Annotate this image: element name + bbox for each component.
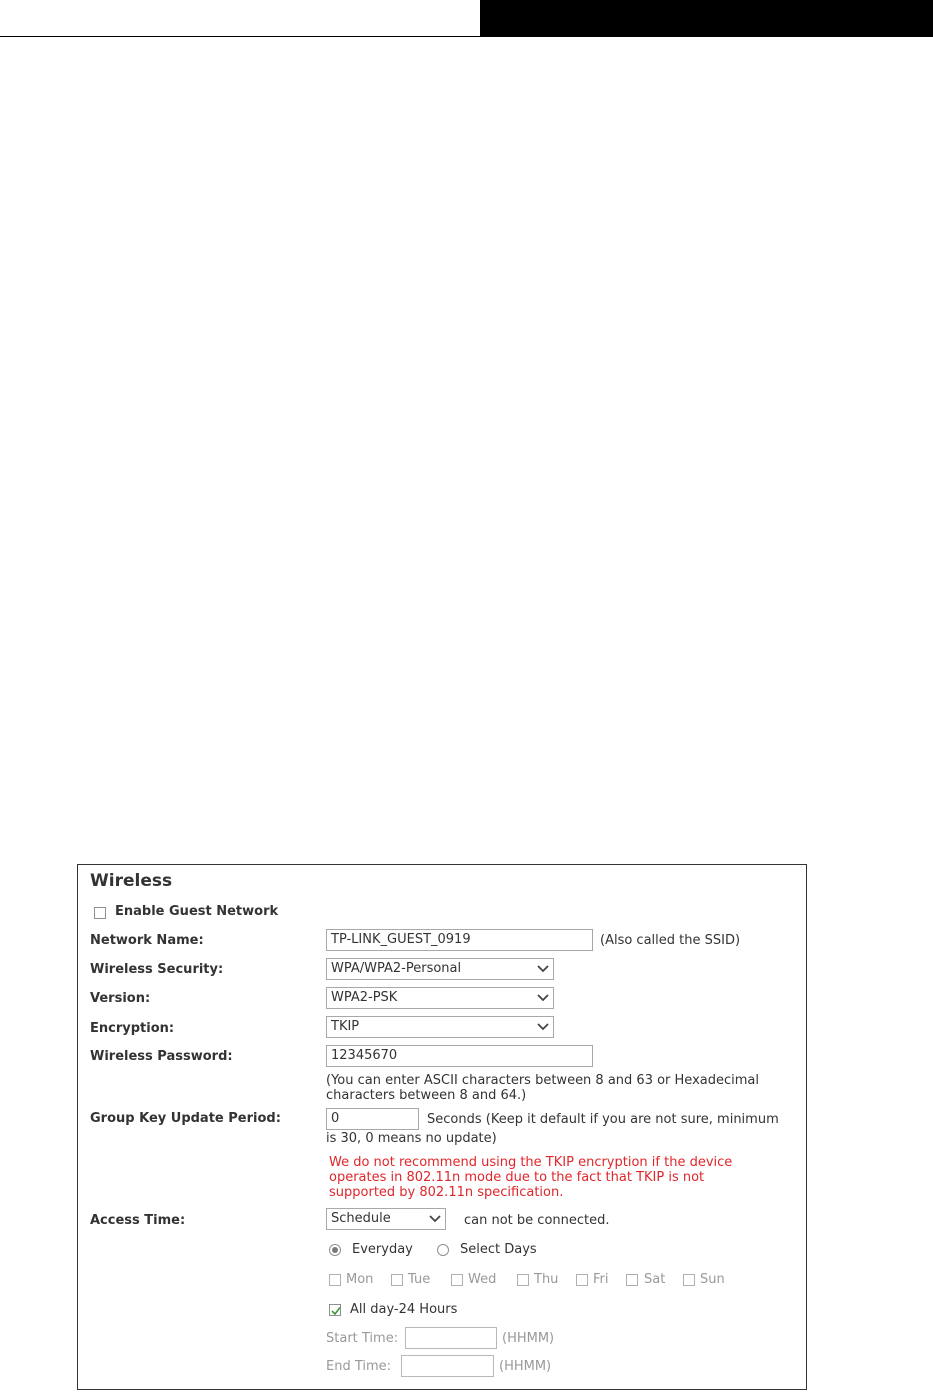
encryption-label: Encryption:	[90, 1021, 175, 1036]
end-time-label: End Time:	[326, 1359, 392, 1374]
wireless-guest-panel	[77, 864, 807, 1390]
encryption-select[interactable]	[326, 1016, 554, 1038]
enable-guest-network-label: Enable Guest Network	[115, 904, 279, 919]
chevron-down-icon	[533, 959, 553, 979]
access-time-note: can not be connected.	[464, 1213, 610, 1228]
day-label-mon: Mon	[346, 1272, 374, 1287]
wireless-security-value: WPA/WPA2-Personal	[331, 961, 462, 976]
wireless-security-label: Wireless Security:	[90, 962, 224, 977]
day-label-tue: Tue	[408, 1272, 431, 1287]
day-checkbox-mon[interactable]	[329, 1274, 341, 1286]
group-key-input[interactable]: 0	[326, 1108, 419, 1130]
day-checkbox-sun[interactable]	[683, 1274, 695, 1286]
start-time-unit: (HHMM)	[502, 1331, 555, 1346]
network-name-input[interactable]: TP-LINK_GUEST_0919	[326, 929, 593, 951]
day-label-fri: Fri	[593, 1272, 609, 1287]
day-label-wed: Wed	[468, 1272, 497, 1287]
day-checkbox-tue[interactable]	[391, 1274, 403, 1286]
wireless-security-select[interactable]	[326, 958, 554, 980]
select-days-label: Select Days	[460, 1242, 537, 1257]
everyday-radio[interactable]	[329, 1244, 341, 1256]
tkip-warning-line1: We do not recommend using the TKIP encryption if the device	[329, 1155, 733, 1170]
checkmark-icon	[330, 1305, 342, 1317]
start-time-label: Start Time:	[326, 1331, 399, 1346]
chevron-down-icon	[533, 988, 553, 1008]
group-key-label: Group Key Update Period:	[90, 1111, 281, 1126]
day-label-sat: Sat	[644, 1272, 666, 1287]
access-time-select[interactable]	[326, 1208, 446, 1230]
chevron-down-icon	[533, 1017, 553, 1037]
header-black-bar	[480, 0, 933, 37]
access-time-label: Access Time:	[90, 1213, 186, 1228]
password-hint-line2: characters between 8 and 64.)	[326, 1088, 527, 1103]
version-select[interactable]	[326, 987, 554, 1009]
radio-selected-dot	[332, 1247, 338, 1253]
access-time-value: Schedule	[331, 1211, 391, 1226]
password-hint-line1: (You can enter ASCII characters between 8 and 63 or Hexadecimal	[326, 1073, 759, 1088]
day-checkbox-fri[interactable]	[576, 1274, 588, 1286]
tkip-warning-line3: supported by 802.11n specification.	[329, 1185, 564, 1200]
day-checkbox-thu[interactable]	[517, 1274, 529, 1286]
wireless-password-label: Wireless Password:	[90, 1049, 233, 1064]
group-key-note-line1: Seconds (Keep it default if you are not sure, minimum	[427, 1112, 779, 1127]
group-key-note-line2: is 30, 0 means no update)	[326, 1131, 497, 1146]
tkip-warning-line2: operates in 802.11n mode due to the fact that TKIP is not	[329, 1170, 705, 1185]
day-checkbox-sat[interactable]	[626, 1274, 638, 1286]
version-value: WPA2-PSK	[331, 990, 398, 1005]
all-day-label: All day-24 Hours	[350, 1302, 458, 1317]
select-days-radio[interactable]	[437, 1244, 449, 1256]
start-time-input[interactable]	[405, 1327, 497, 1349]
ssid-note: (Also called the SSID)	[600, 933, 741, 948]
panel-title: Wireless	[90, 871, 173, 891]
everyday-label: Everyday	[352, 1242, 413, 1257]
enable-guest-network-checkbox[interactable]	[94, 907, 106, 919]
all-day-checkbox[interactable]	[329, 1304, 341, 1316]
day-label-thu: Thu	[534, 1272, 559, 1287]
day-label-sun: Sun	[700, 1272, 725, 1287]
header-rule	[0, 36, 480, 37]
end-time-input[interactable]	[401, 1355, 494, 1377]
encryption-value: TKIP	[331, 1019, 360, 1034]
version-label: Version:	[90, 991, 151, 1006]
network-name-label: Network Name:	[90, 933, 204, 948]
chevron-down-icon	[425, 1209, 445, 1229]
day-checkbox-wed[interactable]	[451, 1274, 463, 1286]
end-time-unit: (HHMM)	[499, 1359, 552, 1374]
wireless-password-input[interactable]: 12345670	[326, 1045, 593, 1067]
